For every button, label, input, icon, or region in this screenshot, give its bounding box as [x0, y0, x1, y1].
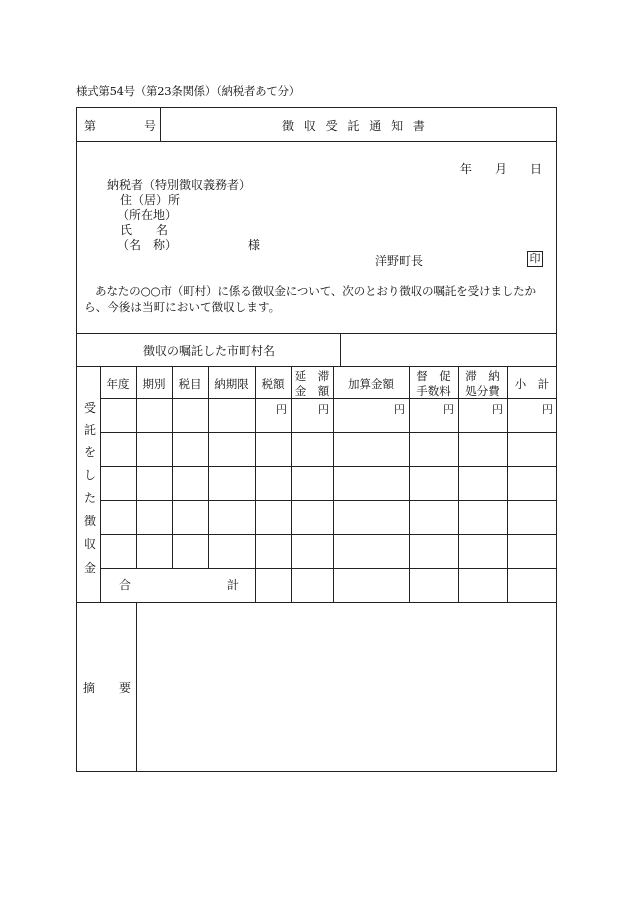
- header-demand-fee-line-2: 手数料: [416, 384, 451, 398]
- remarks-label: 摘 要: [83, 681, 132, 695]
- date-year: 年: [460, 162, 473, 176]
- date-day: 日: [530, 162, 543, 176]
- rule-col-2: [172, 366, 173, 568]
- rule-body-bottom: [76, 333, 557, 334]
- rule-side-label: [100, 366, 101, 602]
- side-label-char-6: 徴: [83, 514, 96, 528]
- document-title: 徴 収 受 託 通 知 書: [282, 119, 428, 133]
- issuer-name: 洋野町長: [375, 254, 424, 268]
- name-label: 氏 名: [120, 223, 169, 237]
- rule-col-3: [208, 366, 209, 568]
- header-surcharge: 加算金額: [348, 377, 394, 391]
- total-label-start: 合: [119, 578, 132, 592]
- header-delinquency-line-2: 金 額: [294, 384, 330, 398]
- header-delinquency-line-1: 延 滞: [294, 369, 330, 383]
- notice-body-line-2: ら、今後は当町において徴収します。: [84, 300, 281, 314]
- side-label-char-5: た: [83, 491, 96, 505]
- rule-row-5: [100, 568, 557, 569]
- header-year: 年度: [106, 377, 130, 391]
- yen-delinquency: 円: [318, 403, 329, 416]
- rule-col-4: [255, 366, 256, 602]
- rule-col-5: [291, 366, 292, 602]
- side-label-char-4: し: [83, 468, 96, 482]
- yen-subtotal: 円: [542, 403, 553, 416]
- header-period: 期別: [142, 377, 166, 391]
- rule-row-2: [100, 466, 557, 467]
- side-label-char-7: 収: [83, 537, 96, 551]
- rule-col-8: [458, 366, 459, 602]
- rule-entrusting-divider: [340, 333, 341, 366]
- seal-mark: 印: [527, 251, 543, 267]
- organization-name-label: （名 称）: [117, 238, 178, 252]
- rule-table-bottom: [76, 602, 557, 603]
- yen-surcharge: 円: [394, 403, 405, 416]
- rule-col-9: [507, 366, 508, 602]
- notice-body-line-1: あなたの○○市（町村）に係る徴収金について、次のとおり徴収の嘱託を受けましたか: [95, 284, 536, 298]
- rule-row-3: [100, 500, 557, 501]
- yen-demand-fee: 円: [443, 403, 454, 416]
- honorific-sama: 様: [248, 238, 261, 252]
- header-arrears-fee-line-2: 処分費: [465, 384, 500, 398]
- location-label: （所在地）: [117, 208, 178, 222]
- header-tax-item: 税目: [178, 377, 202, 391]
- notice-number-label: 第 号: [84, 119, 157, 133]
- header-tax-amount: 税額: [261, 377, 285, 391]
- rule-col-1: [136, 366, 137, 568]
- rule-col-6: [333, 366, 334, 602]
- total-label-end: 計: [227, 578, 240, 592]
- date-month: 月: [495, 162, 508, 176]
- header-demand-fee-line-1: 督 促: [416, 369, 451, 383]
- form-number: 様式第54号（第23条関係）（納税者あて分）: [76, 84, 300, 98]
- header-deadline: 納期限: [214, 377, 249, 391]
- header-arrears-fee-line-1: 滞 納: [465, 369, 500, 383]
- taxpayer-label: 納税者（特別徴収義務者）: [107, 178, 252, 192]
- side-label-char-2: 託: [83, 423, 96, 437]
- rule-row-1: [100, 432, 557, 433]
- address-label: 住（居）所: [120, 193, 181, 207]
- side-label-char-8: 金: [83, 561, 96, 575]
- rule-remarks-divider: [136, 602, 137, 772]
- rule-entrusting-bottom: [76, 366, 557, 367]
- rule-header-divider: [160, 107, 161, 141]
- yen-arrears-fee: 円: [492, 403, 503, 416]
- header-subtotal: 小 計: [514, 377, 550, 391]
- rule-col-7: [409, 366, 410, 602]
- side-label-char-1: 受: [83, 401, 96, 415]
- rule-row-4: [100, 534, 557, 535]
- entrusting-municipality-label: 徴収の嘱託した市町村名: [143, 344, 276, 358]
- side-label-char-3: を: [83, 445, 96, 459]
- rule-header-bottom: [76, 141, 557, 142]
- yen-tax-amount: 円: [276, 403, 287, 416]
